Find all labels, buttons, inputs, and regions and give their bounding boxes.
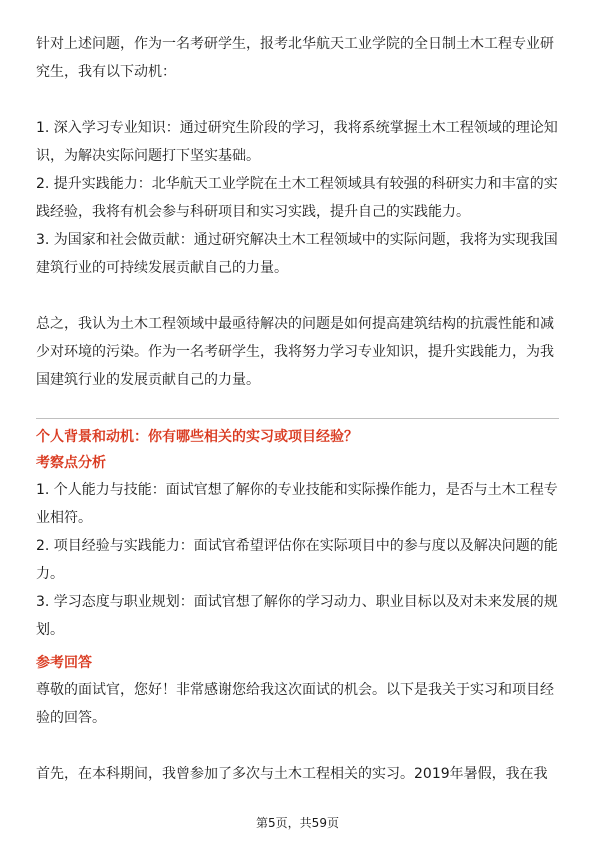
intro-paragraph: 针对上述问题，作为一名考研学生，报考北华航天工业学院的全日制土木工程专业研究生，我有以下动机： xyxy=(36,36,554,80)
analysis-point-1: 1. 个人能力与技能：面试官想了解你的专业技能和实际操作能力，是否与土木工程专业相符。 xyxy=(36,482,558,526)
answer-heading: 参考回答 xyxy=(36,655,92,671)
question-section xyxy=(36,424,561,788)
analysis-heading: 考察点分析 xyxy=(36,455,106,471)
spacer xyxy=(36,732,561,760)
spacer xyxy=(36,86,561,114)
analysis-point-2: 2. 项目经验与实践能力：面试官希望评估你在实际项目中的参与度以及解决问题的能力。 xyxy=(36,538,558,582)
spacer xyxy=(36,282,561,310)
motive-item-2: 2. 提升实践能力：北华航天工业学院在土木工程领域具有较强的科研实力和丰富的实践经验，我将有机会参与科研项目和实习实践，提升自己的实践能力。 xyxy=(36,176,558,220)
summary-paragraph: 总之，我认为土木工程领域中最亟待解决的问题是如何提高建筑结构的抗震性能和减少对环境的污染。作为一名考研学生，我将努力学习专业知识，提升实践能力，为我国建筑行业的发展贡献自己的力量。 xyxy=(36,316,554,388)
section-divider xyxy=(36,418,559,419)
analysis-point-3: 3. 学习态度与职业规划：面试官想了解你的学习动力、职业目标以及对未来发展的规划。 xyxy=(36,594,558,638)
page-number: 第5页，共59页 xyxy=(256,816,339,830)
answer-intro: 尊敬的面试官，您好！非常感谢您给我这次面试的机会。以下是我关于实习和项目经验的回答。 xyxy=(36,682,554,726)
motive-item-1: 1. 深入学习专业知识：通过研究生阶段的学习，我将系统掌握土木工程领域的理论知识，为解决实际问题打下坚实基础。 xyxy=(36,120,558,164)
motive-item-3: 3. 为国家和社会做贡献：通过研究解决土木工程领域中的实际问题，我将为实现我国建筑行业的可持续发展贡献自己的力量。 xyxy=(36,232,558,276)
question-title: 个人背景和动机：你有哪些相关的实习或项目经验？ xyxy=(36,429,358,445)
document-body xyxy=(36,30,561,394)
answer-first: 首先，在本科期间，我曾参加了多次与土木工程相关的实习。2019年暑假，我在我 xyxy=(36,766,548,782)
